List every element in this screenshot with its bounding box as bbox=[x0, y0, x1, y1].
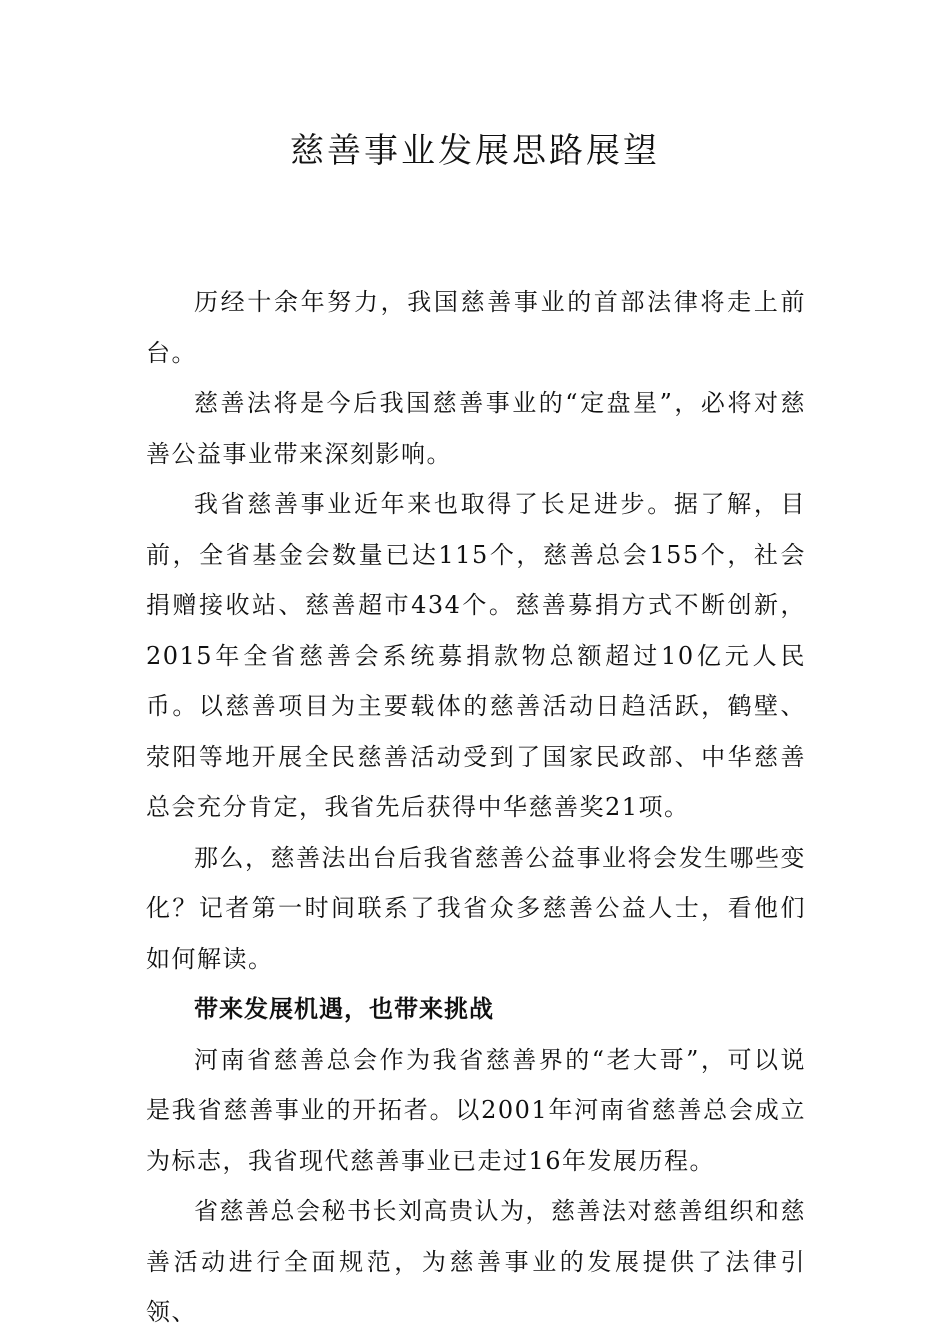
paragraph-2: 慈善法将是今后我国慈善事业的“定盘星”，必将对慈善公益事业带来深刻影响。 bbox=[146, 389, 806, 468]
section-paragraph-1: 河南省慈善总会作为我省慈善界的“老大哥”，可以说是我省慈善事业的开拓者。以2001年河南省慈善总会成立为标志，我省现代慈善事业已走过16年发展历程。 bbox=[146, 1045, 806, 1175]
section-heading: 带来发展机遇，也带来挑战 bbox=[194, 995, 494, 1023]
document-title: 慈善事业发展思路展望 bbox=[290, 131, 660, 171]
document-body bbox=[146, 277, 806, 1338]
section-paragraph-2: 省慈善总会秘书长刘高贵认为，慈善法对慈善组织和慈善活动进行全面规范，为慈善事业的发展提供了法律引领、 bbox=[146, 1197, 806, 1326]
paragraph-3: 我省慈善事业近年来也取得了长足进步。据了解，目前，全省基金会数量已达115个，慈善总会155个，社会捐赠接收站、慈善超市434个。慈善募捐方式不断创新，2015年全省慈善会系统募捐款物总额超过10亿元人民币。以慈善项目为主要载体的慈善活动日趋活跃，鹤壁、荥阳等地开展全民慈善活动受到了国家民政部、中华慈善总会充分肯定，我省先后获得中华慈善奖21项。 bbox=[146, 490, 806, 821]
paragraph-4: 那么，慈善法出台后我省慈善公益事业将会发生哪些变化？记者第一时间联系了我省众多慈善公益人士，看他们如何解读。 bbox=[146, 843, 806, 973]
paragraph-1: 历经十余年努力，我国慈善事业的首部法律将走上前台。 bbox=[146, 288, 806, 367]
